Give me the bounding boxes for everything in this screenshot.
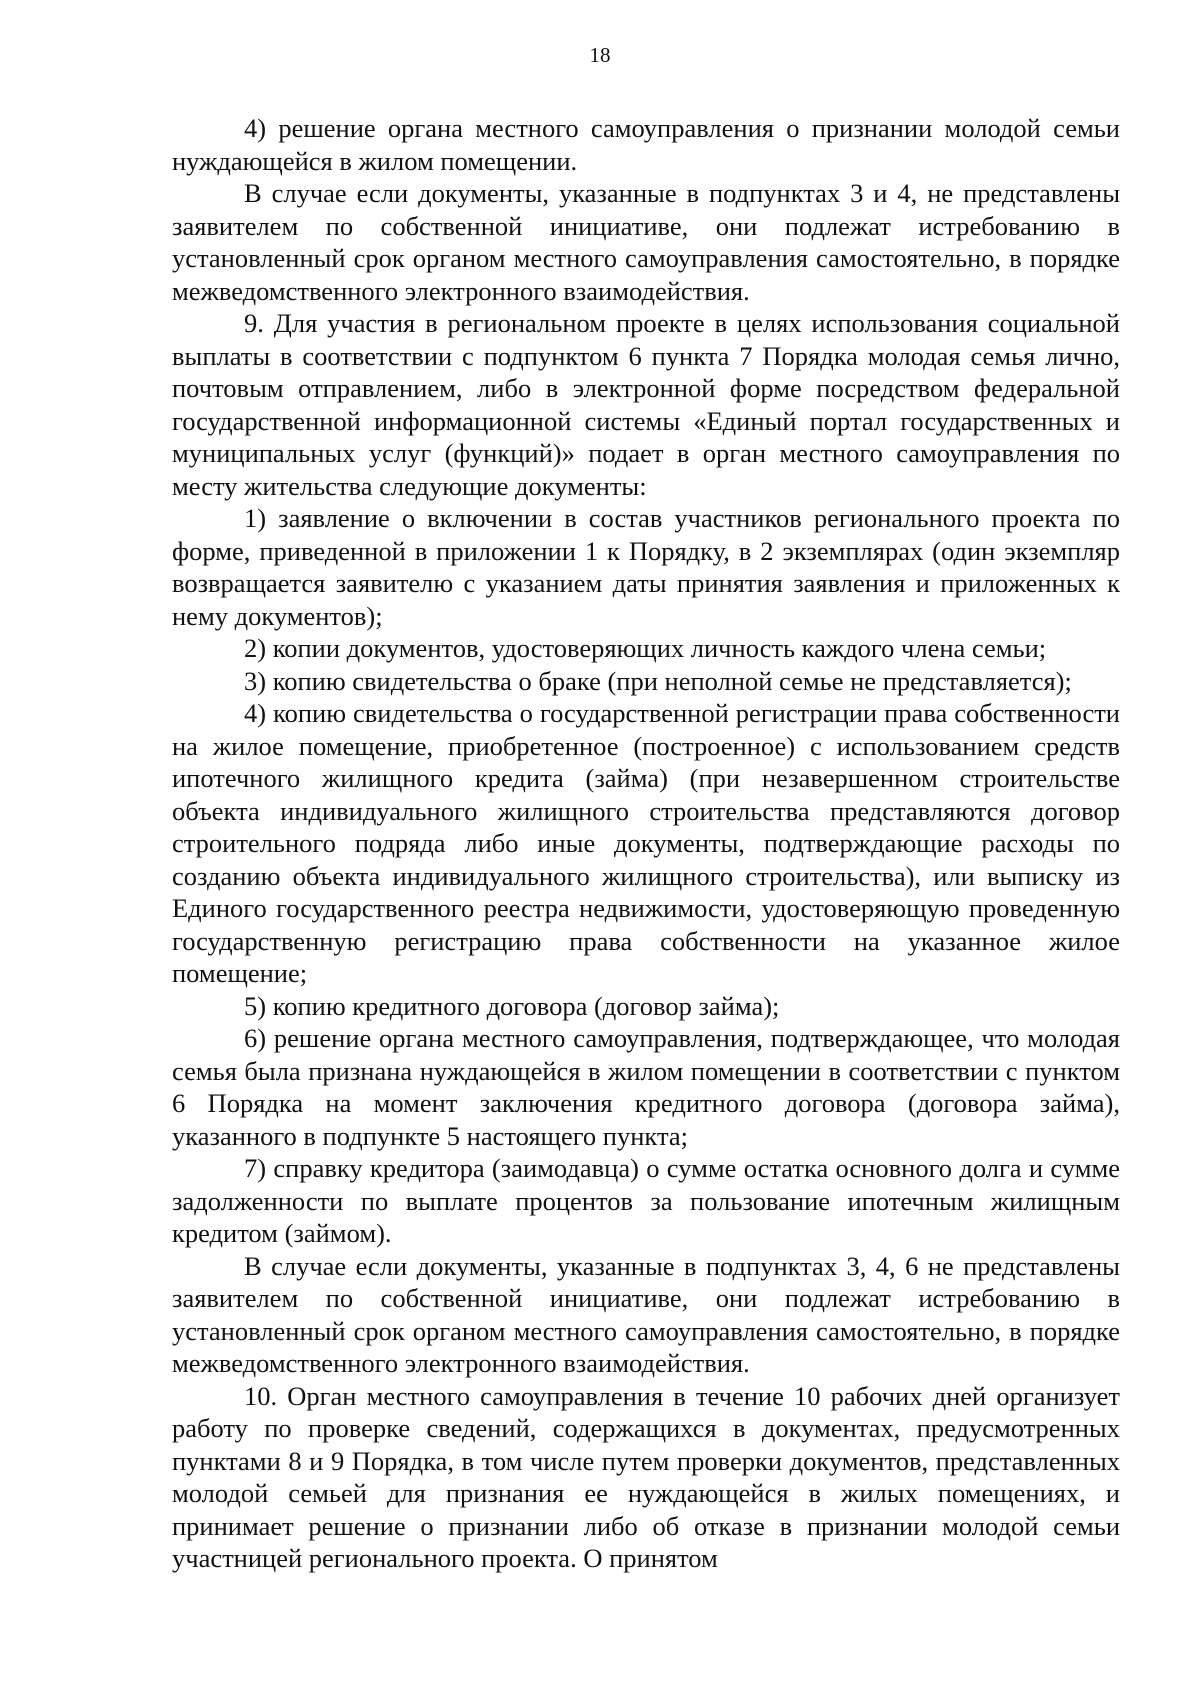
paragraph-item-7-creditor-statement: 7) справку кредитора (заимодавца) о сумме остатка основного долга и сумме задолженности по выплате процентов за пользование ипотечным жилищным кредитом (займом).	[172, 1153, 1120, 1248]
paragraph-item-1-application: 1) заявление о включении в состав участников регионального проекта по форме, приведенной в приложении 1 к Порядку, в 2 экземплярах (один экземпляр возвращается заявителю с указанием даты принятия заявления и приложенных к нему документов);	[172, 503, 1120, 631]
page-number: 18	[589, 43, 611, 67]
paragraph-item-6-local-decision: 6) решение органа местного самоуправления, подтверждающее, что молодая семья была признана нуждающейся в жилом помещении в соответствии с пунктом 6 Порядка на момент заключения кредитного договора (договора займа), указанного в подпункте 5 настоящего пункта;	[172, 1023, 1120, 1151]
paragraph-item-3-marriage-certificate: 3) копию свидетельства о браке (при неполной семье не представляется);	[244, 665, 1072, 696]
paragraph-item-2-identity-copies: 2) копии документов, удостоверяющих личность каждого члена семьи;	[244, 633, 1047, 663]
paragraph-section-9: 9. Для участия в региональном проекте в целях использования социальной выплаты в соответствии с подпунктом 6 пункта 7 Порядка молодая семья лично, почтовым отправлением, либо в электронной форме посредством федеральной государственной информационной системы «Единый портал государственных и муниципальных услуг (функций)» подает в орган местного самоуправления по месту жительства следующие документы:	[172, 308, 1120, 501]
document-body	[172, 112, 1120, 1575]
paragraph-documents-request-note: В случае если документы, указанные в подпунктах 3 и 4, не представлены заявителем по собственной инициативе, они подлежат истребованию в установленный срок органом местного самоуправления самостоятельно, в порядке межведомственного электронного взаимодействия.	[172, 178, 1120, 306]
paragraph-item-5-credit-agreement: 5) копию кредитного договора (договор займа);	[244, 990, 780, 1021]
paragraph-section-10: 10. Орган местного самоуправления в течение 10 рабочих дней организует работу по проверке сведений, содержащихся в документах, предусмотренных пунктами 8 и 9 Порядка, в том числе путем проверки документов, представленных молодой семьей для признания ее нуждающейся в жилых помещениях, и принимает решение о признании либо об отказе в признании молодой семьи участницей регионального проекта. О принятом	[172, 1380, 1120, 1573]
paragraph-item-4-decision: 4) решение органа местного самоуправления о признании молодой семьи нуждающейся в жилом помещении.	[172, 113, 1120, 176]
paragraph-documents-request-note-2: В случае если документы, указанные в подпунктах 3, 4, 6 не представлены заявителем по собственной инициативе, они подлежат истребованию в установленный срок органом местного самоуправления самостоятельно, в порядке межведомственного электронного взаимодействия.	[172, 1250, 1120, 1378]
paragraph-item-4-ownership-certificate: 4) копию свидетельства о государственной регистрации права собственности на жилое помещение, приобретенное (построенное) с использованием средств ипотечного жилищного кредита (займа) (при незавершенном строительстве объекта индивидуального жилищного строительства представляются договор строительного подряда либо иные документы, подтверждающие расходы по созданию объекта индивидуального жилищного строительства), или выписку из Единого государственного реестра недвижимости, удостоверяющую проведенную государственную регистрацию права собственности на указанное жилое помещение;	[172, 698, 1120, 988]
